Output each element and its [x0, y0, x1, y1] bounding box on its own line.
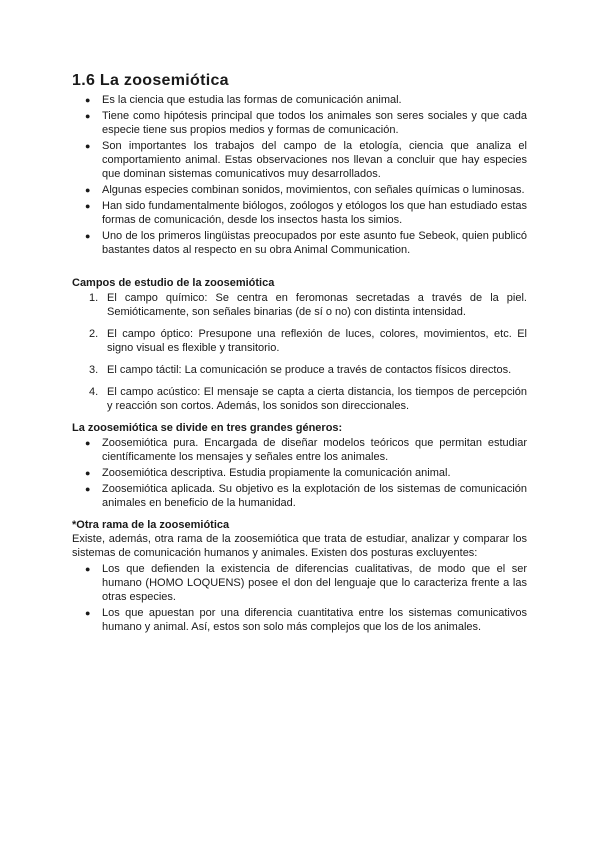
list-item: 4. El campo acústico: El mensaje se capta a cierta distancia, los tiempos de percepción y reacción son cortos. Además, los sonidos son direccionales. [89, 386, 527, 412]
campos-numbered-list [89, 291, 527, 413]
item-number: 4. [89, 386, 99, 398]
list-item: 1. El campo químico: Se centra en feromonas secretadas a través de la piel. Semióticamente, son señales binarias (de sí o no) con distinta intensidad. [89, 292, 527, 318]
section-title: 1.6 La zoosemiótica [72, 72, 229, 89]
list-item: ● Es la ciencia que estudia las formas de comunicación animal. [85, 94, 402, 106]
item-number: 3. [89, 364, 99, 376]
list-item: ● Tiene como hipótesis principal que todos los animales son seres sociales y que cada especie tiene sus propios medios y formas de comunicación. [85, 110, 527, 136]
list-item: ● Los que apuestan por una diferencia cuantitativa entre los sistemas comunicativos humano y animal. Así, estos son solo más complejos que los de los animales. [85, 607, 527, 633]
list-item: ● Zoosemiótica pura. Encargada de diseñar modelos teóricos que permitan estudiar científicamente los mensajes y señales entre los animales. [85, 437, 527, 463]
bullet-icon: ● [85, 141, 91, 151]
intro-bullet-list [85, 93, 528, 257]
list-item: 2. El campo óptico: Presupone una reflexión de luces, colores, movimientos, etc. El signo visual es flexible y transitorio. [89, 328, 527, 354]
otra-rama-bullet-list [85, 562, 527, 634]
list-item: ● Son importantes los trabajos del campo de la etología, ciencia que analiza el comportamiento animal. Estas observaciones nos llevan a concluir que hay especies que dominan sistemas comunicativos muy desarrollados. [85, 140, 527, 180]
list-item: ● Han sido fundamentalmente biólogos, zoólogos y etólogos los que han estudiado estas formas de comunicación, desde los insectos hasta los simios. [85, 200, 528, 226]
campos-heading: Campos de estudio de la zoosemiótica [72, 277, 275, 289]
list-item: 3. El campo táctil: La comunicación se produce a través de contactos físicos directos. [89, 364, 512, 376]
bullet-icon: ● [85, 95, 91, 105]
list-item: ● Los que defienden la existencia de diferencias cualitativas, de modo que el ser humano (HOMO LOQUENS) posee el don del lenguaje que lo caracteriza frente a las otras especies. [85, 563, 527, 603]
bullet-icon: ● [85, 484, 91, 494]
list-item: ● Zoosemiótica descriptiva. Estudia propiamente la comunicación animal. [85, 467, 451, 479]
bullet-icon: ● [85, 231, 91, 241]
bullet-icon: ● [85, 608, 91, 618]
list-item: ● Zoosemiótica aplicada. Su objetivo es la explotación de los sistemas de comunicación animales en beneficio de la humanidad. [85, 483, 527, 509]
list-item: ● Algunas especies combinan sonidos, movimientos, con señales químicas o luminosas. [85, 184, 525, 196]
bullet-icon: ● [85, 438, 91, 448]
item-number: 1. [89, 292, 99, 304]
bullet-icon: ● [85, 201, 91, 211]
item-number: 2. [89, 328, 99, 340]
generos-bullet-list [85, 436, 527, 510]
bullet-icon: ● [85, 564, 91, 574]
list-item: ● Uno de los primeros lingüistas preocupados por este asunto fue Sebeok, quien publicó bastantes datos al respecto en su obra Animal Communication. [85, 230, 527, 256]
otra-rama-paragraph: Existe, además, otra rama de la zoosemiótica que trata de estudiar, analizar y comparar los sistemas de comunicación humanos y animales. Existen dos posturas excluyentes: [72, 533, 527, 559]
bullet-icon: ● [85, 185, 91, 195]
generos-heading: La zoosemiótica se divide en tres grandes géneros: [72, 422, 343, 434]
bullet-icon: ● [85, 468, 91, 478]
otra-rama-heading: *Otra rama de la zoosemiótica [72, 519, 230, 531]
bullet-icon: ● [85, 111, 91, 121]
